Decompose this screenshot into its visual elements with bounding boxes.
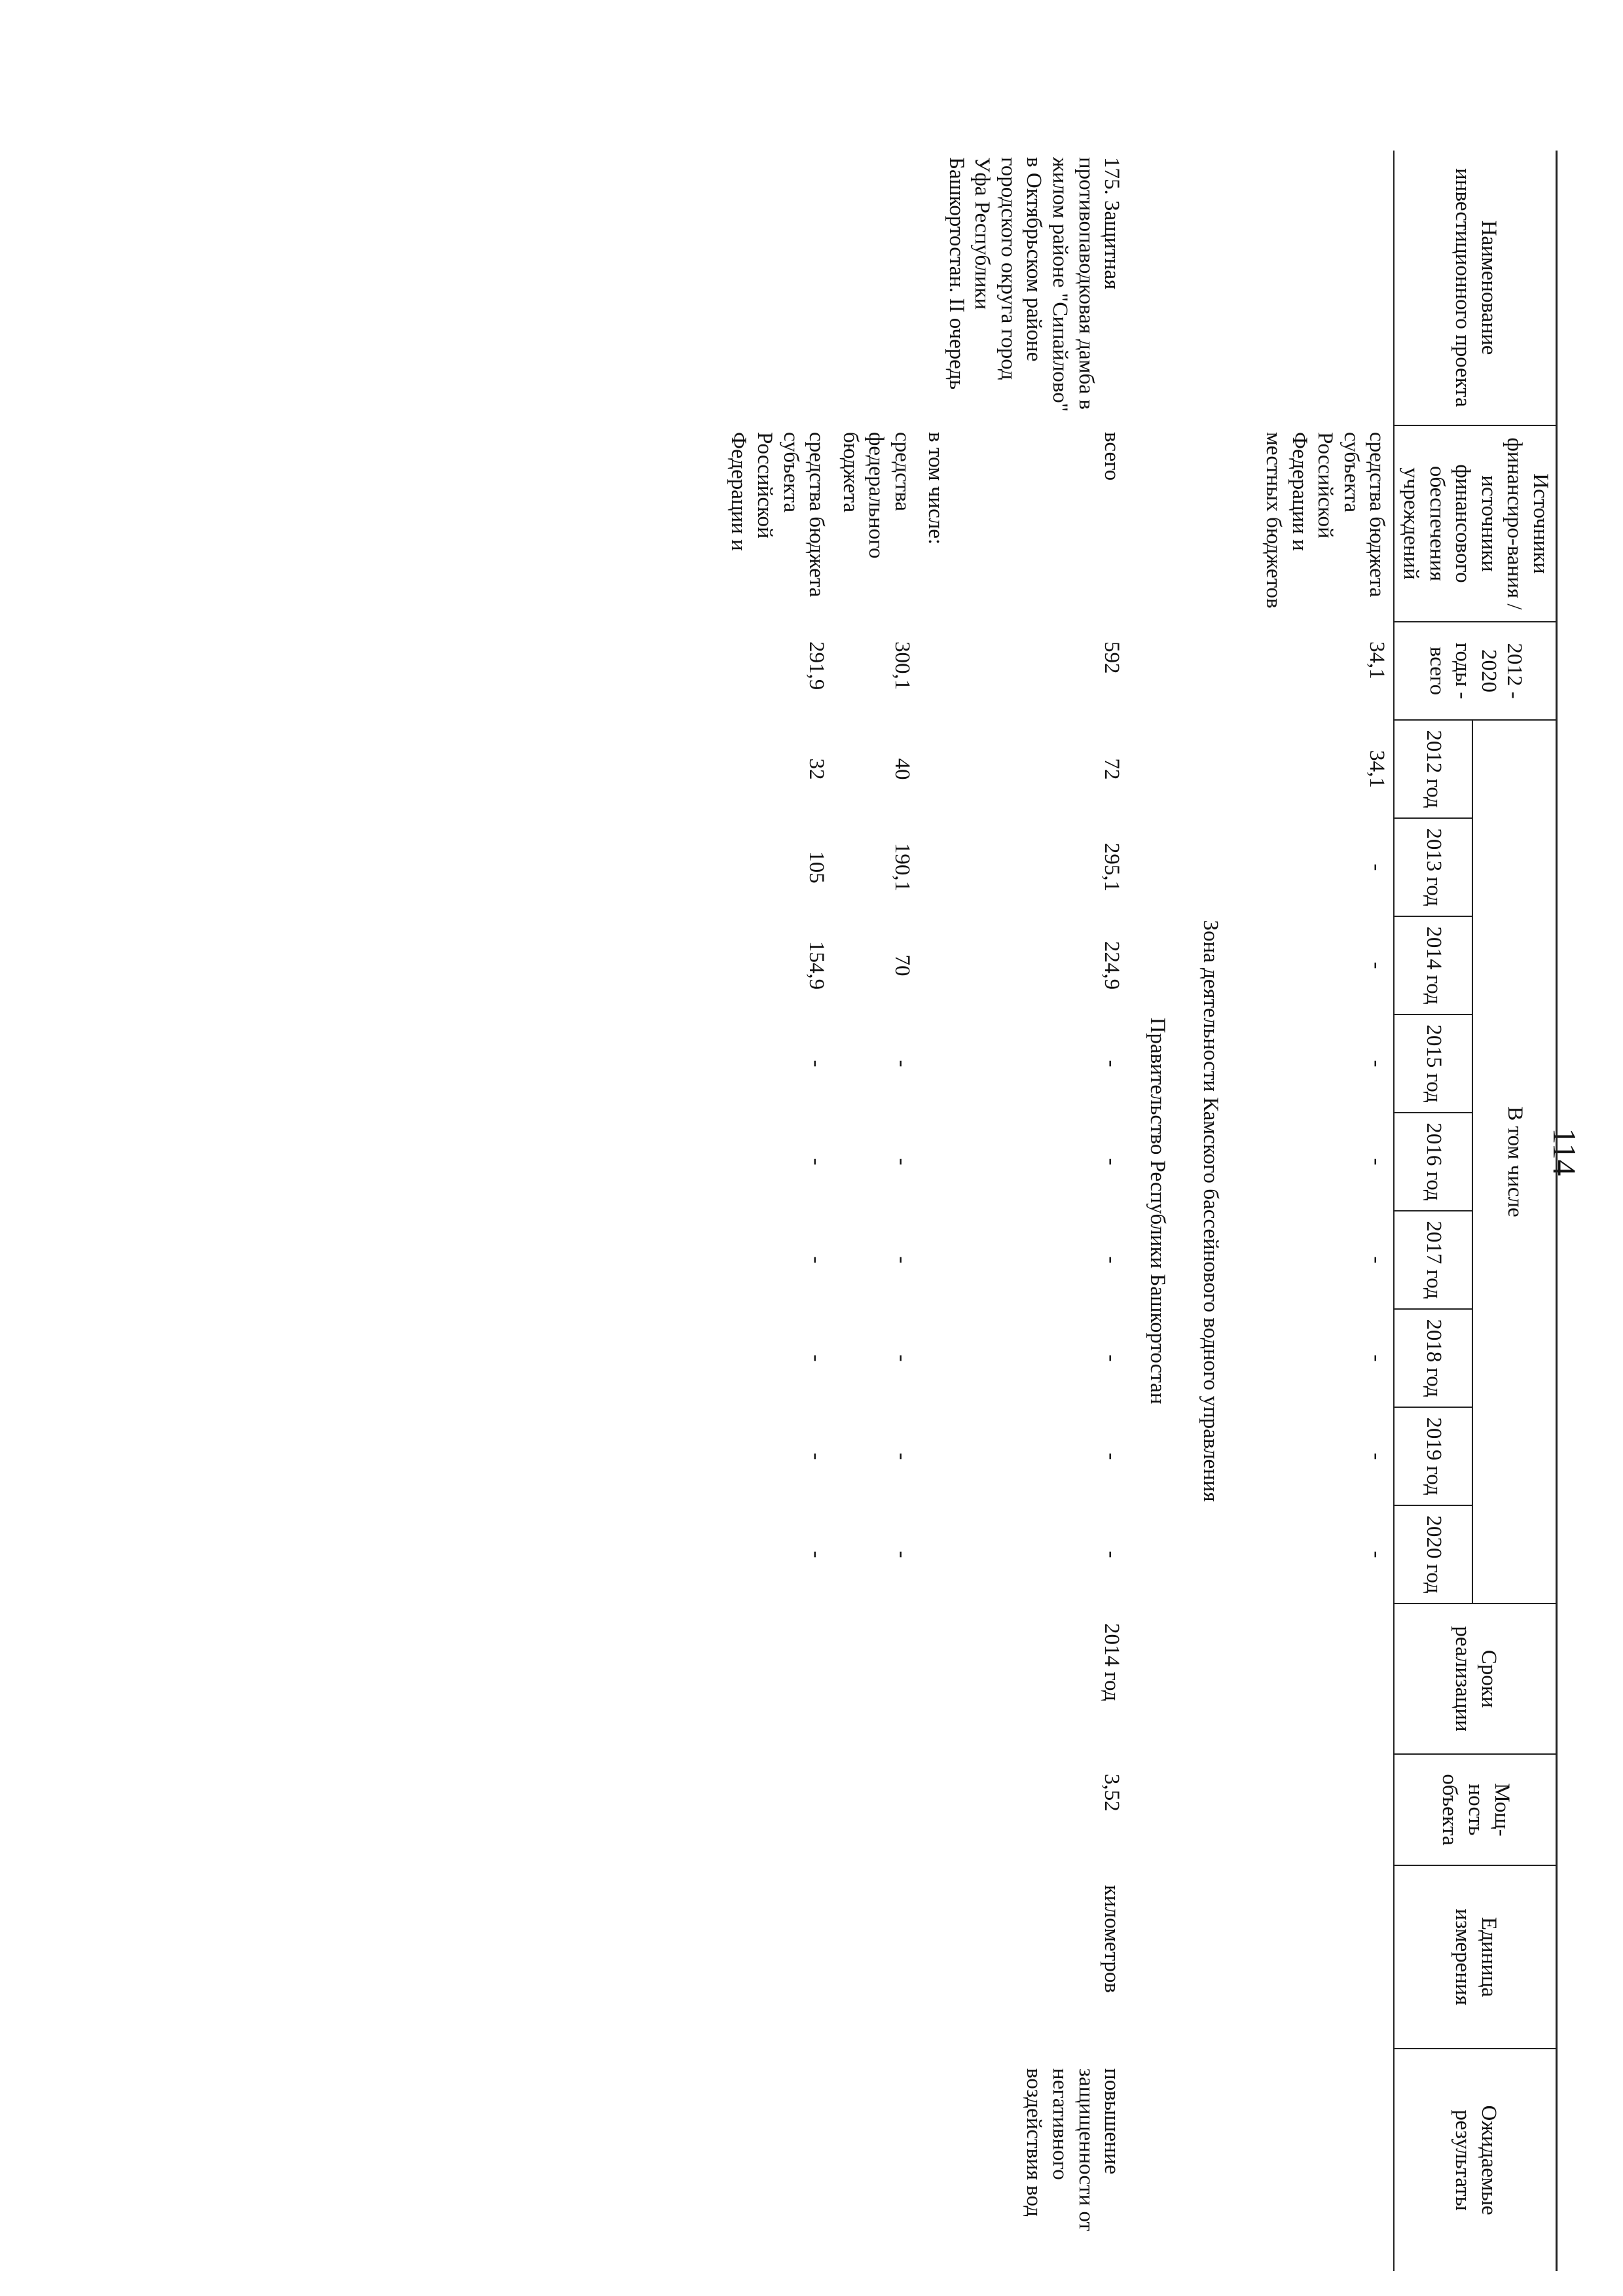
year-cell: -: [1100, 1452, 1124, 1460]
year-cell: -: [1365, 1551, 1389, 1558]
col-header-total: 2012 - 2020 годы - всего: [1394, 622, 1556, 720]
year-cell: 72: [1100, 758, 1124, 780]
table-row: [1256, 151, 1394, 2271]
year-cell: -: [890, 1551, 914, 1558]
year-cell: 190,1: [890, 842, 914, 892]
year-cell: -: [805, 1256, 829, 1264]
source-cell: средства бюджета субъекта Российской Федерации и местных бюджетов: [1262, 432, 1389, 609]
col-header-year: 2017 год: [1394, 1211, 1472, 1309]
year-cell: -: [1365, 1354, 1389, 1362]
source-cell: средства бюджета субъекта Российской Федерации и: [727, 432, 829, 598]
unit-cell: километров: [1100, 1885, 1124, 1994]
col-header-year: 2015 год: [1394, 1014, 1472, 1113]
subsection-row: [1128, 151, 1182, 2271]
year-cell: -: [1365, 1158, 1389, 1166]
year-cell: -: [890, 1256, 914, 1264]
col-header-capacity: Мощ-ность объекта: [1394, 1754, 1556, 1865]
year-cell: -: [1365, 863, 1389, 871]
total-cell: 592: [1100, 641, 1124, 674]
table-row: [833, 151, 919, 2271]
year-cell: -: [1100, 1060, 1124, 1067]
col-header-year: 2014 год: [1394, 916, 1472, 1014]
project-name: 175. Защитная противопаводковая дамба в жилом районе "Сипайлово" в Октябрьском районе городского округа город Уфа Республики Башкортостан. II очередь: [944, 157, 1124, 412]
col-header-year: 2019 год: [1394, 1407, 1472, 1505]
year-cell: -: [805, 1452, 829, 1460]
table-row: [721, 151, 833, 2271]
col-header-period: Сроки реализации: [1394, 1604, 1556, 1754]
col-header-sources: Источники финансиро-вания / источники финансового обеспечения учреждений: [1394, 425, 1556, 622]
year-cell: -: [890, 1354, 914, 1362]
col-header-year: 2018 год: [1394, 1309, 1472, 1407]
year-cell: -: [805, 1060, 829, 1067]
year-cell: -: [890, 1158, 914, 1166]
year-cell: 154,9: [805, 941, 829, 990]
year-cell: -: [1365, 1256, 1389, 1264]
year-cell: 295,1: [1100, 842, 1124, 892]
year-cell: -: [1365, 1452, 1389, 1460]
period-cell: 2014 год: [1100, 1623, 1124, 1702]
source-cell: средства федерального бюджета: [838, 432, 914, 559]
year-cell: -: [1100, 1158, 1124, 1166]
source-cell: в том числе:: [924, 432, 948, 545]
page-number: 114: [1546, 1128, 1583, 1176]
year-cell: -: [890, 1452, 914, 1460]
year-cell: -: [890, 1060, 914, 1067]
total-cell: 300,1: [890, 641, 914, 691]
col-header-year: 2020 год: [1394, 1505, 1472, 1604]
year-cell: -: [1365, 961, 1389, 969]
col-header-year: 2012 год: [1394, 720, 1472, 818]
total-cell: 291,9: [805, 641, 829, 691]
investment-table: [721, 151, 1558, 2271]
table-row: [919, 151, 1017, 2271]
col-header-year: 2013 год: [1394, 818, 1472, 916]
year-cell: 34,1: [1365, 750, 1389, 788]
year-cell: -: [805, 1354, 829, 1362]
table-row: [1017, 151, 1128, 2271]
year-cell: -: [1100, 1354, 1124, 1362]
capacity-cell: 3,52: [1100, 1774, 1124, 1812]
year-cell: -: [1100, 1256, 1124, 1264]
col-header-in-total: В том числе: [1472, 720, 1556, 1604]
year-cell: 224,9: [1100, 941, 1124, 990]
year-cell: -: [805, 1158, 829, 1166]
year-cell: 105: [805, 851, 829, 884]
subsection-title: Правительство Республики Башкортостан: [1145, 1017, 1169, 1405]
col-header-year: 2016 год: [1394, 1113, 1472, 1211]
year-cell: 32: [805, 758, 829, 780]
year-cell: -: [1100, 1551, 1124, 1558]
year-cell: -: [805, 1551, 829, 1558]
col-header-unit: Единица измерения: [1394, 1865, 1556, 2049]
year-cell: 70: [890, 954, 914, 977]
col-header-name: Наименование инвестиционного проекта: [1394, 151, 1556, 425]
results-cell: повышение защищенности от негативного воздействия вод: [1022, 2068, 1124, 2231]
year-cell: -: [1365, 1060, 1389, 1067]
source-cell: всего: [1100, 432, 1124, 481]
year-cell: 40: [890, 758, 914, 780]
section-row: [1182, 151, 1256, 2271]
col-header-results: Ожидаемые результаты: [1394, 2049, 1556, 2271]
section-title: Зона деятельности Камского бассейнового водного управления: [1199, 920, 1223, 1502]
total-cell: 34,1: [1365, 641, 1389, 679]
